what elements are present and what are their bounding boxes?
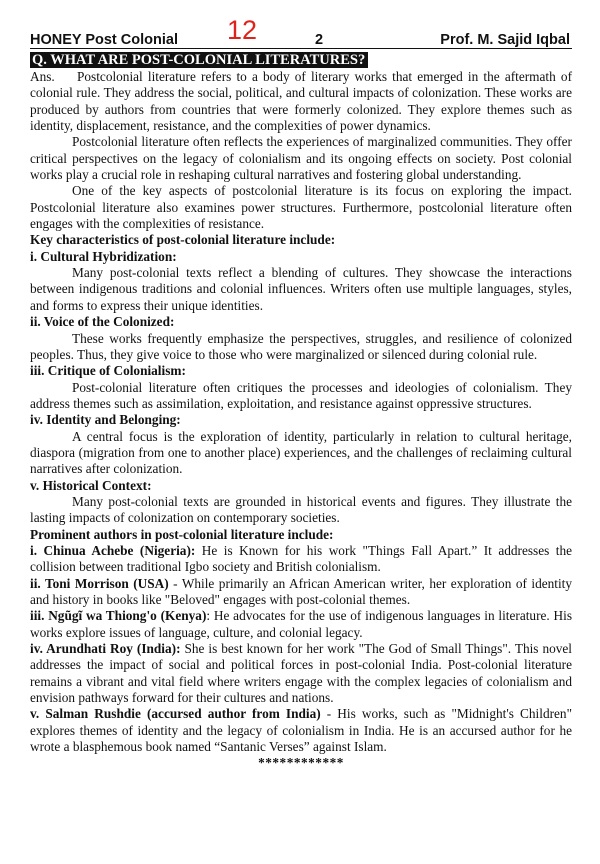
characteristic-text: A central focus is the exploration of identity, particularly in relation to cultural heritage, diaspora (migration from one to another place) experiences, and the challenges of reclaiming cultural narratives after colonization. bbox=[30, 428, 572, 477]
author-entry bbox=[30, 608, 572, 641]
answer-body bbox=[30, 69, 572, 772]
characteristic-title: v. Historical Context: bbox=[30, 477, 152, 493]
authors-heading: Prominent authors in post-colonial literature include: bbox=[30, 526, 334, 542]
header-course-title: HONEY Post Colonial bbox=[30, 32, 178, 48]
answer-paragraph-2: Postcolonial literature often reflects the experiences of marginalized communities. They offer critical perspectives on the legacy of colonialism and its ongoing effects on society. Post colonial works play a crucial role in reshaping cultural narratives and fostering global understanding. bbox=[30, 134, 572, 183]
characteristics-heading: Key characteristics of post-colonial literature include: bbox=[30, 232, 336, 248]
author-entry bbox=[30, 706, 572, 755]
answer-paragraph-1: Ans. Postcolonial literature refers to a body of literary works that emerged in the aftermath of colonial rule. They address the social, political, and cultural impacts of colonization. These works are produced by authors from countries that were formerly colonized. They explore themes such as identity, displacement, resistance, and the complexities of power dynamics. bbox=[30, 69, 572, 134]
header-rule bbox=[30, 48, 572, 49]
author-description: - While primarily an African American writer, her exploration of identity and history in books like "Beloved" engages with post-colonial themes. bbox=[30, 575, 572, 607]
end-mark: ************ bbox=[258, 755, 344, 771]
header-chapter-number: 12 bbox=[227, 15, 258, 45]
header-author: Prof. M. Sajid Iqbal bbox=[440, 32, 570, 48]
author-description: He is Known for his work "Things Fall Apart.” It addresses the collision between traditional Igbo society and British colonialism. bbox=[30, 542, 572, 575]
characteristic-title: i. Cultural Hybridization: bbox=[30, 248, 177, 264]
author-name: iii. Ngũgĩ wa Thiong'o (Kenya) bbox=[30, 608, 207, 624]
characteristic-title: iii. Critique of Colonialism: bbox=[30, 363, 186, 379]
answer-label: Ans. bbox=[30, 69, 55, 84]
author-description: She is best known for her work "The God of Small Things". This novel addresses the impact of social and political forces in post-colonial India. Post-colonial literature remains a vibrant and vital field where writers engage with the complex legacies of colonialism and envision pathways forward for their cultures and nations. bbox=[30, 641, 572, 706]
characteristic-text: Many post-colonial texts are grounded in historical events and figures. They illustrate the lasting impacts of colonization on contemporary societies. bbox=[30, 493, 572, 526]
answer-paragraph-3: One of the key aspects of postcolonial literature is its focus on exploring the impact. Postcolonial literature also examines power structures. Furthermore, postcolonial literature often engages with the complexities of resistance. bbox=[30, 183, 572, 232]
characteristic-text: Post-colonial literature often critiques the processes and ideologies of colonialism. They address themes such as assimilation, exploitation, and resistance against oppressive structures. bbox=[30, 379, 572, 411]
characteristic-text: Many post-colonial texts reflect a blending of cultures. They showcase the interactions between indigenous traditions and colonial influences. Writers often use multiple languages, styles, and forms to express their unique identities. bbox=[30, 265, 572, 313]
author-name: v. Salman Rushdie (accursed author from India) bbox=[30, 706, 321, 722]
characteristic-title: iv. Identity and Belonging: bbox=[30, 412, 181, 428]
page-header bbox=[30, 15, 572, 49]
characteristic-title: ii. Voice of the Colonized: bbox=[30, 314, 175, 330]
author-description: : He advocates for the use of indigenous languages in literature. His works explore issues of language, culture, and colonial legacy. bbox=[30, 608, 572, 640]
author-entry bbox=[30, 576, 572, 609]
header-page-number: 2 bbox=[315, 32, 324, 48]
author-description: - His works, such as "Midnight's Children" explores themes of identity and the legacy of colonialism in India. He is an accursed author for he wrote a blasphemous book named “Santanic Verses” against Islam. bbox=[30, 706, 573, 755]
author-entry bbox=[30, 543, 572, 576]
characteristic-text: These works frequently emphasize the perspectives, struggles, and resilience of colonized peoples. Thus, they give voice to those who were marginalized or silenced during colonial rule. bbox=[30, 330, 572, 362]
author-name: ii. Toni Morrison (USA) bbox=[30, 575, 169, 591]
question-heading: Q. WHAT ARE POST-COLONIAL LITERATURES? bbox=[30, 52, 368, 68]
author-name: iv. Arundhati Roy (India): bbox=[30, 641, 181, 657]
author-entry bbox=[30, 641, 572, 706]
author-name: i. Chinua Achebe (Nigeria): bbox=[30, 542, 196, 558]
